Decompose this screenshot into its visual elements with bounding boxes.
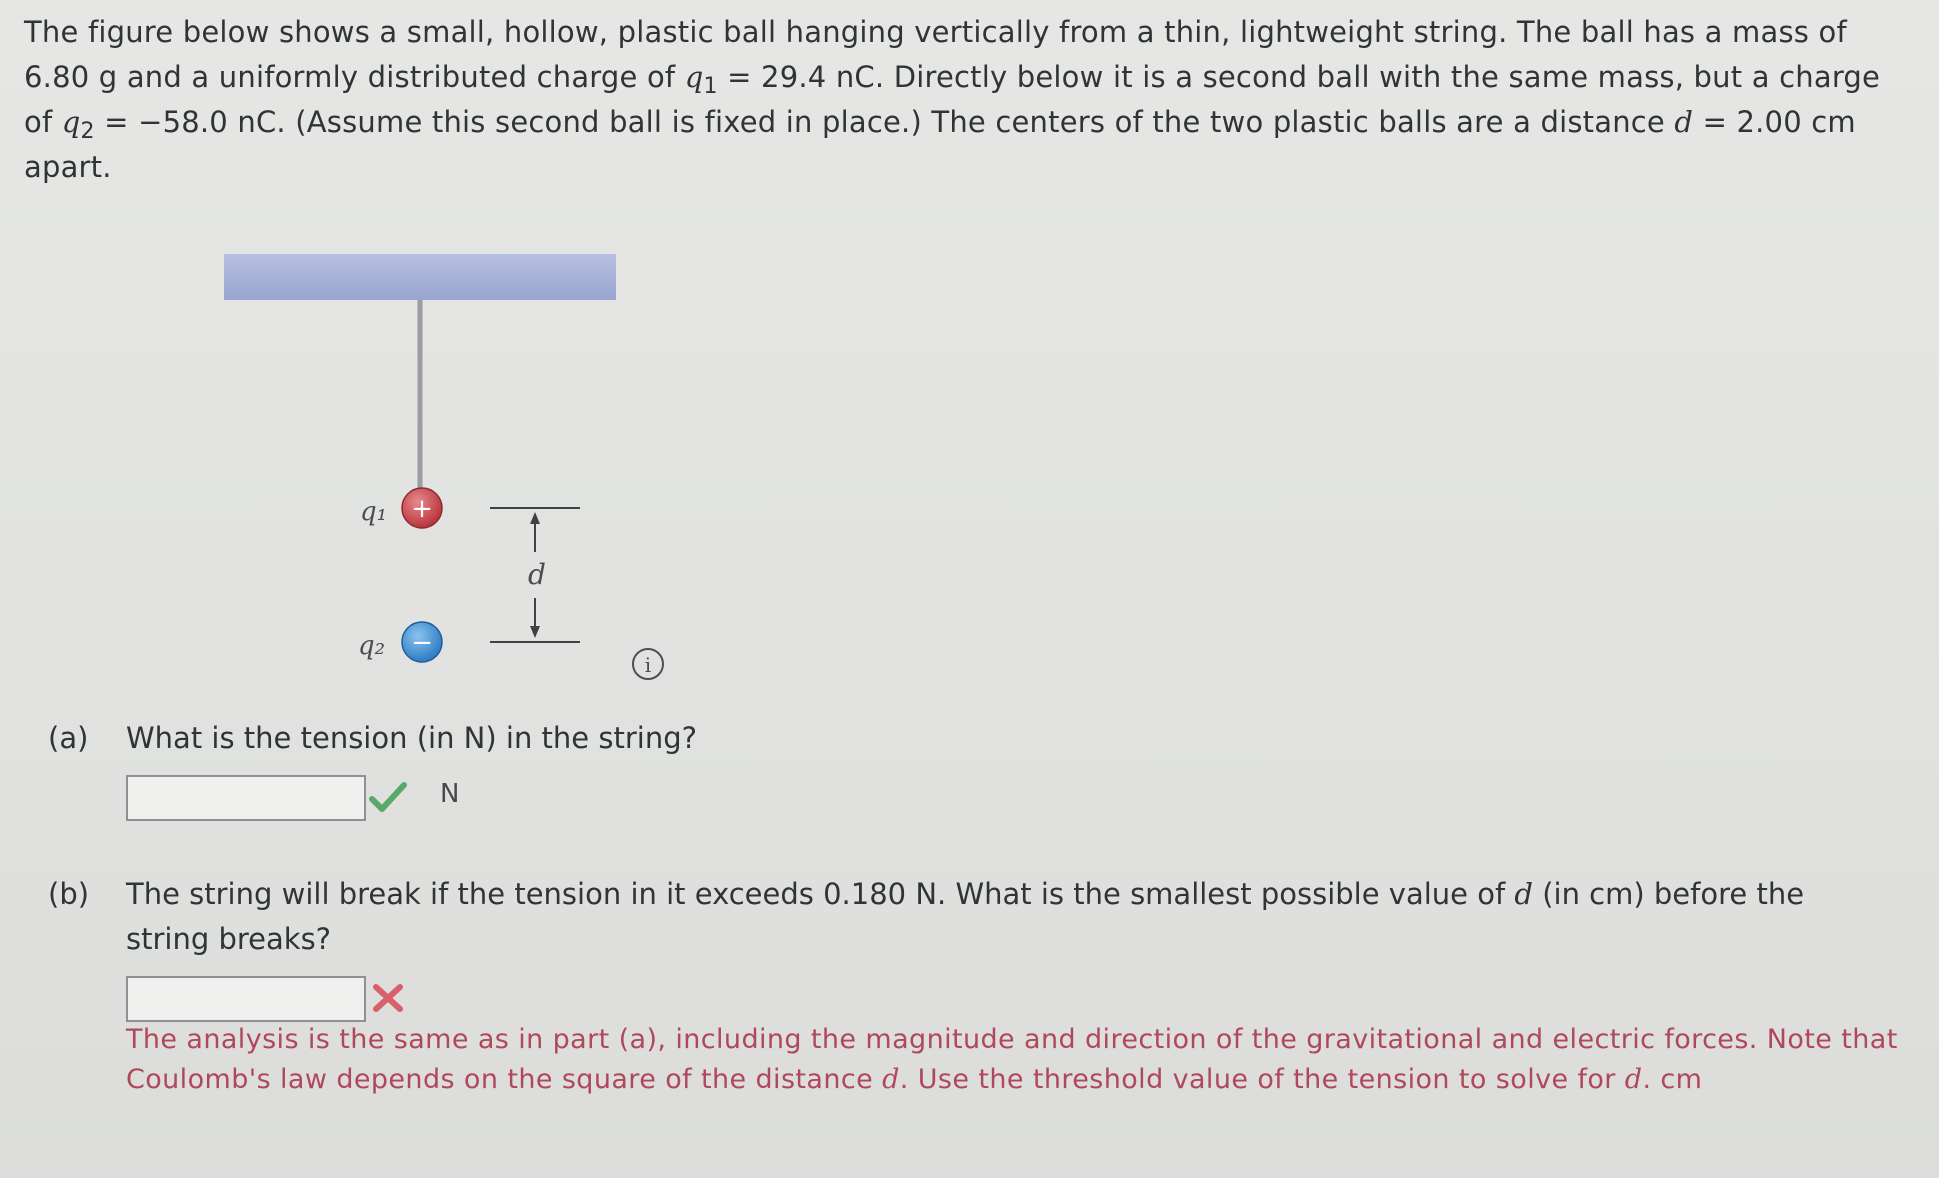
q1-subscript: 1 <box>703 74 718 99</box>
problem-statement <box>24 10 1904 190</box>
check-icon <box>368 781 408 815</box>
part-a-question-text: What is the tension (in N) in the string? <box>126 721 698 755</box>
part-b-answer-input[interactable] <box>126 976 366 1022</box>
part-b-label: (b) <box>48 877 90 911</box>
feedback-text-2: . Use the threshold value of the tension to solve for <box>899 1064 1625 1095</box>
d-symbol: d <box>1674 105 1694 139</box>
feedback-text-3: . cm <box>1642 1064 1703 1095</box>
q1-symbol: q <box>684 60 704 94</box>
intro-text-1: The figure below shows a small, hollow, plastic ball hanging vertically from a thin, lightweight string. The ball has a mass of 6.80 g and a uniformly distributed charge of <box>24 15 1847 94</box>
part-b-question-text <box>126 872 1886 962</box>
ceiling-support <box>224 254 616 300</box>
q1-figure-label: q₁ <box>360 497 388 527</box>
intro-text-3: = −58.0 nC. (Assume this second ball is fixed in place.) The centers of the two plastic balls are a distance <box>94 105 1675 139</box>
q2-subscript: 2 <box>80 119 95 144</box>
part-b-d-symbol: d <box>1514 877 1533 911</box>
feedback-text-1: The analysis is the same as in part (a), including the magnitude and direction of the gravitational and electric forces. Note that Coulomb's law depends on the square of the distance <box>126 1024 1898 1095</box>
d-arrow-up-head <box>530 512 540 524</box>
part-b-text-2: (in cm) before the string breaks? <box>126 877 1805 956</box>
part-b-text-1: The string will break if the tension in it exceeds 0.180 N. What is the smallest possible value of <box>126 877 1515 911</box>
hanging-ball-figure <box>210 240 690 710</box>
feedback-d-symbol-2: d <box>1624 1064 1643 1095</box>
part-a-answer-input[interactable] <box>126 775 366 821</box>
q2-symbol: q <box>61 105 81 139</box>
part-b-feedback <box>126 1020 1906 1100</box>
q2-figure-label: q₂ <box>358 631 386 661</box>
info-icon[interactable] <box>633 649 663 679</box>
figure-svg <box>210 240 690 710</box>
part-b-question <box>48 872 1888 956</box>
d-figure-label: d <box>528 558 546 591</box>
part-a-unit: N <box>440 779 460 809</box>
info-glyph: i <box>644 653 652 677</box>
x-icon <box>370 982 406 1014</box>
negative-sign: − <box>411 628 433 658</box>
d-arrow-down-head <box>530 626 540 638</box>
intro-text-2: = 29.4 nC. Directly below it is a second ball with the same mass, but a charge of <box>24 60 1881 139</box>
intro-text-4: = 2.00 cm apart. <box>24 105 1856 184</box>
part-a-question <box>48 718 697 758</box>
part-a-label: (a) <box>48 721 89 755</box>
positive-sign: + <box>411 494 433 524</box>
feedback-d-symbol: d <box>882 1064 900 1095</box>
